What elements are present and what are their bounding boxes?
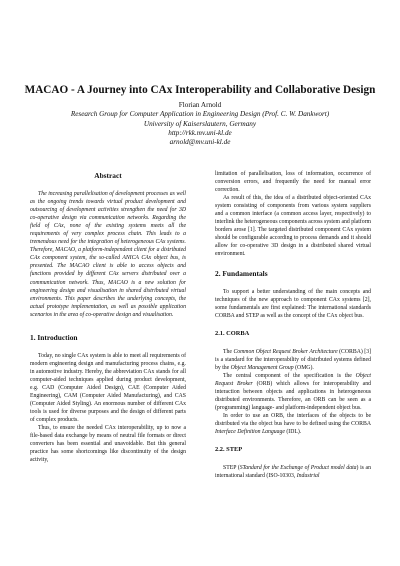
introduction-heading: 1. Introduction	[30, 332, 78, 342]
abstract-section	[30, 171, 186, 319]
text-run: STEP (	[223, 465, 240, 472]
text-run: The central component of the specification is the	[223, 372, 356, 379]
text-run: (ORB) which allows for interoperability and interaction between objects and applications in heterogeneous distributed environments. Therefore, an ORB can be seen as a (programming) language- and platform-independent object bus.	[215, 380, 371, 412]
fundamentals-heading: 2. Fundamentals	[215, 268, 268, 278]
introduction-paragraph: Today, no single CAx system is able to meet all requirements of modern engineering design and manufacturing process chains, e.g. in automotive industry. Hereby, the abbreviation CAx stands for all computer-aided techniques applied during product development, e.g. CAD (Computer Aided Design), CAE (Computer Aided Engineering), CAM (Computer Aided Manufacturing), and CAS (Computer Aided Styling). An enormous number of different CAx tools is used for diverse purposes and the design of different parts of complex products.	[30, 352, 186, 424]
author-url: http://rkk.mv.uni-kl.de	[168, 128, 232, 137]
step-paragraph	[215, 464, 371, 480]
corba-heading: 2.1. CORBA	[215, 329, 250, 337]
corba-paragraph	[215, 412, 371, 436]
body-paragraph: As result of this, the idea of a distributed object-oriented CAx system consisting of components from various system suppliers and a common interface (a common access layer, respectively) to interlink the heterogeneous components across system and platform borders arose [1]. The targeted distributed component CAx system should be configurable according to process demands and it should allow for co-operative 3D design in a distributed shared virtual environment.	[215, 195, 372, 258]
text-run: Common Object Request Broker Architecture	[233, 348, 338, 355]
abstract-text: The increasing parallelisation of development processes as well as the ongoing trends towards virtual product development and outsourcing of development activities strengthen the need for 3D co-operative design via communication networks. Regarding the field of CAx, none of the existing systems meets all the requirements of very complex process chain. This leads to a tremendous need for the integration of heterogeneous CAx systems. Therefore, MACAO, a platform-independent client for a distributed CAx component system, the so-called ANICA CAx object bus, is presented. The MACAO client is able to access objects and functions provided by different CAx servers distributed over a communication network. Thus, MACAO is a new solution for engineering design and visualisation in shared distributed virtual environments. This paper describes the underlying concepts, the actual prototype implementation, as well as possible application scenarios in the area of co-operative design and visualisation.	[30, 191, 186, 318]
paper-title: MACAO - A Journey into CAx Interoperability and Collaborative Design	[24, 84, 376, 96]
text-run: In order to use an ORB, the interfaces of the objects to be distributed via the object bus have to be defined using the CORBA	[215, 413, 371, 428]
left-column	[30, 171, 186, 464]
text-run: The	[223, 348, 234, 355]
text-run: Object Management Group	[230, 364, 294, 371]
text-run: (OMG).	[293, 364, 314, 371]
fundamentals-paragraph: To support a better understanding of the main concepts and techniques of the new approach to component CAx systems [2], some fundamentals are first explained: The international standards CORBA and STEP as well as the concept of the CAx object bus.	[215, 288, 371, 319]
right-column	[215, 170, 371, 480]
text-run: Object Request Broker	[215, 372, 371, 387]
text-run: ) is an international standard (ISO-10303,	[215, 465, 371, 480]
text-run: STandard for the Exchange of Product model data	[239, 465, 357, 472]
abstract-heading: Abstract	[94, 171, 122, 180]
affiliation-university: University of Kaiserslautern, Germany	[143, 119, 257, 128]
author-name: Florian Arnold	[178, 101, 222, 109]
text-run: (CORBA) [3] is a standard for the interoperability of distributed systems defined by the	[215, 348, 371, 371]
introduction-paragraph: Thus, to ensure the needed CAx interoperability, up to now a file-based data exchange by means of neutral file formats or direct converters has been essential and unavoidable. But this general practice has some shortcomings like discontinuity of the design activity,	[30, 425, 186, 464]
affiliation-group: Research Group for Computer Application in Engineering Design (Prof. C. W. Dankwort)	[70, 110, 330, 119]
corba-paragraph	[215, 372, 371, 412]
author-email: arnold@mv.uni-kl.de	[169, 138, 231, 147]
continued-paragraph: limitation of parallelisation, loss of information, occurrence of conversion errors, and frequently the need for manual error correction.	[215, 171, 371, 194]
introduction-section	[30, 333, 186, 465]
text-run: (IDL).	[284, 429, 302, 436]
text-run: Industrial	[296, 473, 320, 480]
author-block	[0, 101, 400, 147]
step-heading: 2.2. STEP	[215, 446, 243, 454]
text-run: Interface Definition Language	[215, 429, 285, 436]
corba-paragraph	[215, 348, 371, 372]
